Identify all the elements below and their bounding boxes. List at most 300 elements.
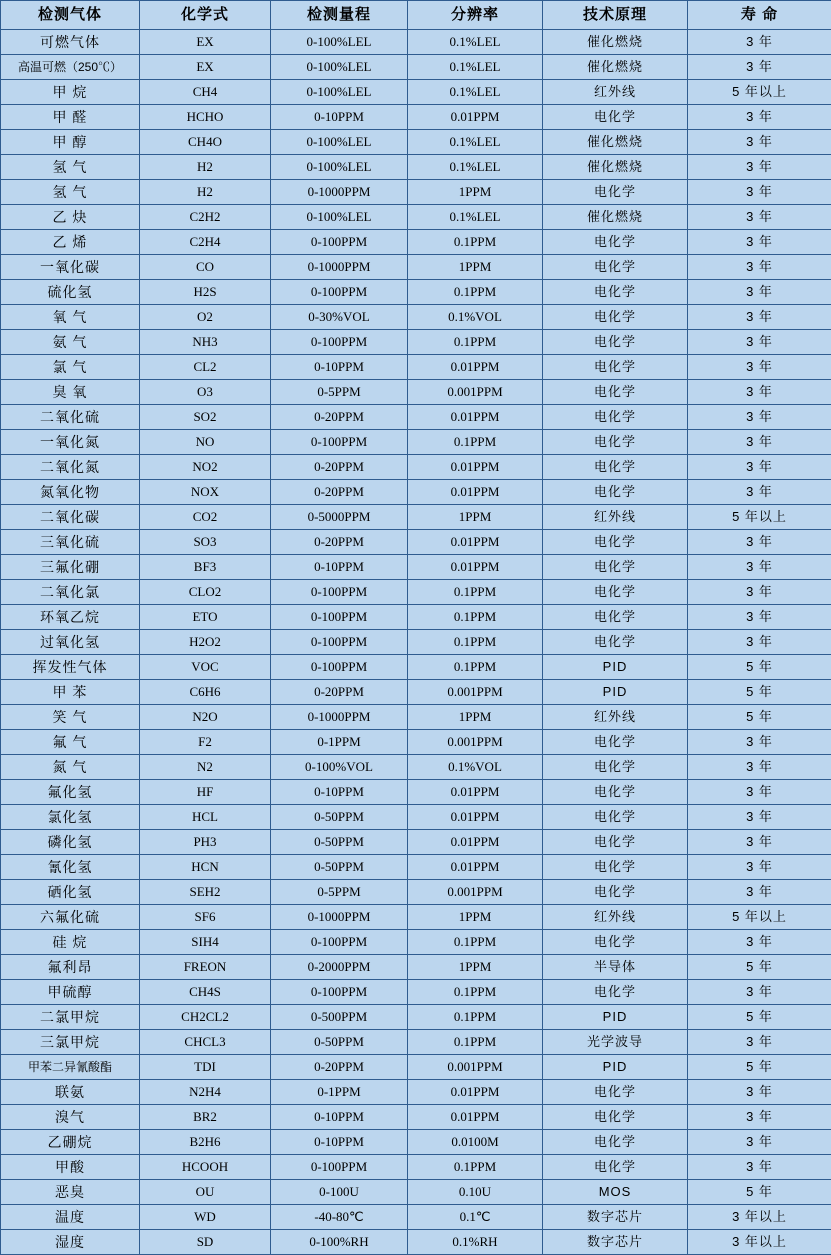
- cell-lifetime: 3 年: [688, 105, 831, 130]
- cell-range: 0-10PPM: [271, 1105, 408, 1130]
- cell-range: -40-80℃: [271, 1205, 408, 1230]
- table-row: [1, 205, 831, 230]
- cell-lifetime: 3 年以上: [688, 1205, 831, 1230]
- cell-lifetime: 3 年: [688, 255, 831, 280]
- cell-formula: HF: [140, 780, 271, 805]
- table-row: [1, 655, 831, 680]
- cell-range: 0-50PPM: [271, 855, 408, 880]
- cell-principle: 电化学: [543, 1080, 688, 1105]
- cell-resolution: 0.1%VOL: [408, 755, 543, 780]
- table-row: [1, 830, 831, 855]
- cell-range: 0-100%LEL: [271, 80, 408, 105]
- table-header-row: [1, 1, 831, 30]
- cell-range: 0-100PPM: [271, 630, 408, 655]
- table-row: [1, 730, 831, 755]
- cell-gas: 乙 炔: [1, 205, 140, 230]
- cell-principle: 数字芯片: [543, 1230, 688, 1255]
- cell-range: 0-100PPM: [271, 230, 408, 255]
- cell-gas: 联氨: [1, 1080, 140, 1105]
- cell-principle: 半导体: [543, 955, 688, 980]
- cell-lifetime: 3 年: [688, 580, 831, 605]
- cell-range: 0-100U: [271, 1180, 408, 1205]
- cell-lifetime: 3 年: [688, 530, 831, 555]
- cell-gas: 甲 苯: [1, 680, 140, 705]
- cell-formula: H2: [140, 180, 271, 205]
- cell-resolution: 0.1℃: [408, 1205, 543, 1230]
- cell-gas: 乙硼烷: [1, 1130, 140, 1155]
- cell-gas: 氟利昂: [1, 955, 140, 980]
- cell-resolution: 0.01PPM: [408, 405, 543, 430]
- table-row: [1, 1155, 831, 1180]
- table-row: [1, 1080, 831, 1105]
- cell-resolution: 0.01PPM: [408, 1080, 543, 1105]
- cell-lifetime: 3 年: [688, 355, 831, 380]
- cell-formula: EX: [140, 55, 271, 80]
- cell-principle: 电化学: [543, 780, 688, 805]
- cell-lifetime: 3 年: [688, 855, 831, 880]
- cell-range: 0-100%VOL: [271, 755, 408, 780]
- cell-range: 0-1000PPM: [271, 180, 408, 205]
- cell-range: 0-5PPM: [271, 880, 408, 905]
- cell-range: 0-100PPM: [271, 580, 408, 605]
- table-row: [1, 605, 831, 630]
- cell-gas: 氧 气: [1, 305, 140, 330]
- cell-gas: 温度: [1, 1205, 140, 1230]
- cell-resolution: 0.01PPM: [408, 530, 543, 555]
- cell-formula: H2: [140, 155, 271, 180]
- table-row: [1, 880, 831, 905]
- cell-principle: MOS: [543, 1180, 688, 1205]
- cell-gas: 可燃气体: [1, 30, 140, 55]
- cell-formula: FREON: [140, 955, 271, 980]
- cell-principle: 红外线: [543, 80, 688, 105]
- cell-formula: SO2: [140, 405, 271, 430]
- table-row: [1, 480, 831, 505]
- cell-gas: 甲 烷: [1, 80, 140, 105]
- cell-formula: HCN: [140, 855, 271, 880]
- cell-principle: 电化学: [543, 255, 688, 280]
- cell-lifetime: 5 年以上: [688, 505, 831, 530]
- cell-gas: 氮氧化物: [1, 480, 140, 505]
- column-header-lifetime: 寿 命: [688, 1, 831, 30]
- table-row: [1, 305, 831, 330]
- cell-resolution: 0.1%LEL: [408, 55, 543, 80]
- cell-lifetime: 3 年: [688, 205, 831, 230]
- cell-lifetime: 3 年: [688, 880, 831, 905]
- cell-formula: SD: [140, 1230, 271, 1255]
- cell-lifetime: 5 年: [688, 1180, 831, 1205]
- table-row: [1, 680, 831, 705]
- cell-lifetime: 3 年: [688, 55, 831, 80]
- cell-lifetime: 3 年: [688, 430, 831, 455]
- cell-formula: NOX: [140, 480, 271, 505]
- cell-formula: CO2: [140, 505, 271, 530]
- cell-formula: CH4O: [140, 130, 271, 155]
- cell-formula: CH2CL2: [140, 1005, 271, 1030]
- cell-resolution: 0.001PPM: [408, 680, 543, 705]
- table-row: [1, 55, 831, 80]
- cell-resolution: 0.1PPM: [408, 1155, 543, 1180]
- cell-principle: 电化学: [543, 855, 688, 880]
- cell-range: 0-50PPM: [271, 805, 408, 830]
- cell-principle: 电化学: [543, 1105, 688, 1130]
- cell-principle: 电化学: [543, 830, 688, 855]
- cell-lifetime: 5 年: [688, 1055, 831, 1080]
- cell-formula: CHCL3: [140, 1030, 271, 1055]
- table-row: [1, 555, 831, 580]
- cell-principle: 催化燃烧: [543, 30, 688, 55]
- cell-resolution: 0.1PPM: [408, 280, 543, 305]
- cell-formula: PH3: [140, 830, 271, 855]
- cell-formula: HCL: [140, 805, 271, 830]
- cell-lifetime: 5 年: [688, 705, 831, 730]
- cell-resolution: 0.1%LEL: [408, 80, 543, 105]
- cell-lifetime: 5 年: [688, 680, 831, 705]
- cell-lifetime: 3 年: [688, 930, 831, 955]
- cell-range: 0-10PPM: [271, 555, 408, 580]
- cell-range: 0-20PPM: [271, 680, 408, 705]
- cell-formula: BR2: [140, 1105, 271, 1130]
- cell-principle: 红外线: [543, 905, 688, 930]
- cell-range: 0-10PPM: [271, 355, 408, 380]
- cell-gas: 高温可燃（250℃）: [1, 55, 140, 80]
- cell-formula: SEH2: [140, 880, 271, 905]
- cell-principle: 电化学: [543, 405, 688, 430]
- cell-range: 0-10PPM: [271, 105, 408, 130]
- cell-resolution: 0.01PPM: [408, 1105, 543, 1130]
- table-row: [1, 1105, 831, 1130]
- cell-lifetime: 3 年: [688, 130, 831, 155]
- cell-lifetime: 3 年: [688, 780, 831, 805]
- cell-resolution: 0.1PPM: [408, 655, 543, 680]
- cell-range: 0-100PPM: [271, 980, 408, 1005]
- table-row: [1, 105, 831, 130]
- cell-resolution: 0.10U: [408, 1180, 543, 1205]
- cell-lifetime: 5 年: [688, 1005, 831, 1030]
- cell-lifetime: 3 年: [688, 830, 831, 855]
- cell-formula: H2S: [140, 280, 271, 305]
- cell-principle: 电化学: [543, 930, 688, 955]
- cell-formula: OU: [140, 1180, 271, 1205]
- cell-gas: 硫化氢: [1, 280, 140, 305]
- table-row: [1, 1030, 831, 1055]
- cell-lifetime: 3 年: [688, 1130, 831, 1155]
- cell-resolution: 0.001PPM: [408, 730, 543, 755]
- cell-gas: 氮 气: [1, 755, 140, 780]
- cell-lifetime: 5 年: [688, 655, 831, 680]
- cell-gas: 氯 气: [1, 355, 140, 380]
- cell-range: 0-30%VOL: [271, 305, 408, 330]
- table-row: [1, 530, 831, 555]
- cell-gas: 硒化氢: [1, 880, 140, 905]
- cell-principle: 电化学: [543, 755, 688, 780]
- cell-range: 0-2000PPM: [271, 955, 408, 980]
- cell-resolution: 1PPM: [408, 955, 543, 980]
- column-header-range: 检测量程: [271, 1, 408, 30]
- cell-lifetime: 3 年: [688, 155, 831, 180]
- cell-resolution: 1PPM: [408, 705, 543, 730]
- cell-resolution: 0.1PPM: [408, 930, 543, 955]
- cell-formula: SIH4: [140, 930, 271, 955]
- cell-gas: 臭 氧: [1, 380, 140, 405]
- cell-formula: N2: [140, 755, 271, 780]
- cell-gas: 二氧化碳: [1, 505, 140, 530]
- cell-principle: 电化学: [543, 1130, 688, 1155]
- table-row: [1, 755, 831, 780]
- cell-range: 0-50PPM: [271, 830, 408, 855]
- cell-lifetime: 3 年: [688, 305, 831, 330]
- cell-resolution: 0.01PPM: [408, 855, 543, 880]
- table-row: [1, 355, 831, 380]
- cell-formula: C2H2: [140, 205, 271, 230]
- table-row: [1, 955, 831, 980]
- cell-resolution: 0.1PPM: [408, 430, 543, 455]
- table-row: [1, 30, 831, 55]
- cell-lifetime: 3 年: [688, 1155, 831, 1180]
- cell-principle: 催化燃烧: [543, 55, 688, 80]
- cell-range: 0-100PPM: [271, 1155, 408, 1180]
- cell-formula: H2O2: [140, 630, 271, 655]
- cell-range: 0-100PPM: [271, 330, 408, 355]
- table-row: [1, 905, 831, 930]
- cell-gas: 氢 气: [1, 155, 140, 180]
- cell-gas: 溴气: [1, 1105, 140, 1130]
- cell-gas: 氨 气: [1, 330, 140, 355]
- cell-gas: 甲硫醇: [1, 980, 140, 1005]
- column-header-gas: 检测气体: [1, 1, 140, 30]
- cell-range: 0-100PPM: [271, 430, 408, 455]
- cell-principle: 电化学: [543, 580, 688, 605]
- cell-lifetime: 3 年: [688, 455, 831, 480]
- cell-resolution: 0.1%LEL: [408, 130, 543, 155]
- cell-resolution: 0.01PPM: [408, 480, 543, 505]
- cell-gas: 恶臭: [1, 1180, 140, 1205]
- table-row: [1, 1055, 831, 1080]
- cell-lifetime: 3 年: [688, 1105, 831, 1130]
- cell-gas: 挥发性气体: [1, 655, 140, 680]
- table-row: [1, 980, 831, 1005]
- table-row: [1, 780, 831, 805]
- cell-resolution: 0.001PPM: [408, 1055, 543, 1080]
- cell-gas: 硅 烷: [1, 930, 140, 955]
- cell-formula: ETO: [140, 605, 271, 630]
- cell-range: 0-20PPM: [271, 405, 408, 430]
- cell-range: 0-100%LEL: [271, 130, 408, 155]
- cell-resolution: 0.1%LEL: [408, 205, 543, 230]
- cell-principle: 电化学: [543, 180, 688, 205]
- cell-range: 0-100%LEL: [271, 30, 408, 55]
- cell-lifetime: 3 年: [688, 180, 831, 205]
- cell-principle: PID: [543, 1055, 688, 1080]
- table-row: [1, 80, 831, 105]
- cell-principle: 电化学: [543, 105, 688, 130]
- cell-gas: 二氯甲烷: [1, 1005, 140, 1030]
- cell-principle: PID: [543, 1005, 688, 1030]
- cell-range: 0-20PPM: [271, 455, 408, 480]
- cell-lifetime: 3 年: [688, 230, 831, 255]
- table-row: [1, 405, 831, 430]
- cell-formula: EX: [140, 30, 271, 55]
- cell-resolution: 0.1PPM: [408, 580, 543, 605]
- table-row: [1, 805, 831, 830]
- cell-range: 0-50PPM: [271, 1030, 408, 1055]
- cell-resolution: 0.01PPM: [408, 805, 543, 830]
- cell-gas: 氟 气: [1, 730, 140, 755]
- cell-resolution: 0.1PPM: [408, 1005, 543, 1030]
- cell-lifetime: 3 年: [688, 405, 831, 430]
- cell-principle: 电化学: [543, 880, 688, 905]
- cell-principle: 电化学: [543, 530, 688, 555]
- cell-principle: 电化学: [543, 1155, 688, 1180]
- cell-principle: 电化学: [543, 305, 688, 330]
- table-body: [1, 30, 831, 1255]
- table-row: [1, 180, 831, 205]
- cell-gas: 甲酸: [1, 1155, 140, 1180]
- table-row: [1, 330, 831, 355]
- cell-resolution: 0.0100M: [408, 1130, 543, 1155]
- cell-lifetime: 3 年: [688, 480, 831, 505]
- cell-resolution: 0.01PPM: [408, 830, 543, 855]
- cell-lifetime: 3 年: [688, 380, 831, 405]
- table-row: [1, 230, 831, 255]
- table-header: [1, 1, 831, 30]
- cell-formula: N2H4: [140, 1080, 271, 1105]
- table-row: [1, 430, 831, 455]
- cell-gas: 湿度: [1, 1230, 140, 1255]
- cell-gas: 二氧化硫: [1, 405, 140, 430]
- cell-formula: HCHO: [140, 105, 271, 130]
- cell-lifetime: 3 年: [688, 1030, 831, 1055]
- table-row: [1, 1180, 831, 1205]
- cell-principle: 电化学: [543, 230, 688, 255]
- cell-lifetime: 3 年: [688, 805, 831, 830]
- cell-range: 0-1PPM: [271, 1080, 408, 1105]
- cell-resolution: 0.01PPM: [408, 780, 543, 805]
- cell-gas: 三氧化硫: [1, 530, 140, 555]
- cell-resolution: 0.1PPM: [408, 980, 543, 1005]
- cell-formula: C6H6: [140, 680, 271, 705]
- cell-lifetime: 5 年: [688, 955, 831, 980]
- table-row: [1, 1005, 831, 1030]
- cell-principle: 红外线: [543, 505, 688, 530]
- table-row: [1, 155, 831, 180]
- cell-formula: N2O: [140, 705, 271, 730]
- cell-formula: CL2: [140, 355, 271, 380]
- cell-gas: 氟化氢: [1, 780, 140, 805]
- cell-gas: 一氧化碳: [1, 255, 140, 280]
- cell-range: 0-100%LEL: [271, 205, 408, 230]
- column-header-resolution: 分辨率: [408, 1, 543, 30]
- cell-formula: VOC: [140, 655, 271, 680]
- cell-principle: 电化学: [543, 605, 688, 630]
- cell-range: 0-1000PPM: [271, 905, 408, 930]
- cell-principle: 电化学: [543, 455, 688, 480]
- cell-range: 0-100PPM: [271, 655, 408, 680]
- table-row: [1, 855, 831, 880]
- cell-lifetime: 3 年: [688, 755, 831, 780]
- cell-principle: PID: [543, 680, 688, 705]
- cell-principle: 电化学: [543, 480, 688, 505]
- cell-gas: 氰化氢: [1, 855, 140, 880]
- cell-formula: CO: [140, 255, 271, 280]
- cell-range: 0-100PPM: [271, 605, 408, 630]
- cell-gas: 甲 醇: [1, 130, 140, 155]
- cell-formula: CLO2: [140, 580, 271, 605]
- table-row: [1, 280, 831, 305]
- cell-gas: 环氧乙烷: [1, 605, 140, 630]
- cell-principle: 电化学: [543, 630, 688, 655]
- table-row: [1, 455, 831, 480]
- table-row: [1, 1205, 831, 1230]
- table-row: [1, 705, 831, 730]
- cell-principle: 催化燃烧: [543, 155, 688, 180]
- cell-principle: 电化学: [543, 805, 688, 830]
- cell-gas: 三氯甲烷: [1, 1030, 140, 1055]
- cell-resolution: 0.1%LEL: [408, 30, 543, 55]
- cell-range: 0-100%RH: [271, 1230, 408, 1255]
- cell-principle: 光学波导: [543, 1030, 688, 1055]
- table-row: [1, 1230, 831, 1255]
- cell-resolution: 0.1%RH: [408, 1230, 543, 1255]
- cell-resolution: 0.1PPM: [408, 230, 543, 255]
- cell-resolution: 0.1PPM: [408, 330, 543, 355]
- cell-lifetime: 3 年: [688, 280, 831, 305]
- cell-lifetime: 5 年以上: [688, 905, 831, 930]
- cell-principle: 数字芯片: [543, 1205, 688, 1230]
- cell-range: 0-1000PPM: [271, 705, 408, 730]
- cell-principle: 电化学: [543, 280, 688, 305]
- table-row: [1, 130, 831, 155]
- cell-formula: HCOOH: [140, 1155, 271, 1180]
- cell-range: 0-10PPM: [271, 780, 408, 805]
- cell-gas: 磷化氢: [1, 830, 140, 855]
- table-row: [1, 380, 831, 405]
- cell-gas: 氯化氢: [1, 805, 140, 830]
- cell-range: 0-5PPM: [271, 380, 408, 405]
- cell-range: 0-5000PPM: [271, 505, 408, 530]
- cell-principle: 电化学: [543, 555, 688, 580]
- cell-gas: 六氟化硫: [1, 905, 140, 930]
- cell-principle: 电化学: [543, 730, 688, 755]
- cell-resolution: 1PPM: [408, 905, 543, 930]
- cell-range: 0-20PPM: [271, 480, 408, 505]
- cell-formula: B2H6: [140, 1130, 271, 1155]
- cell-lifetime: 3 年: [688, 555, 831, 580]
- cell-principle: 催化燃烧: [543, 130, 688, 155]
- cell-resolution: 0.1PPM: [408, 605, 543, 630]
- cell-formula: SO3: [140, 530, 271, 555]
- cell-resolution: 1PPM: [408, 505, 543, 530]
- cell-formula: C2H4: [140, 230, 271, 255]
- cell-principle: 催化燃烧: [543, 205, 688, 230]
- cell-resolution: 0.01PPM: [408, 555, 543, 580]
- column-header-principle: 技术原理: [543, 1, 688, 30]
- cell-resolution: 0.1PPM: [408, 1030, 543, 1055]
- cell-lifetime: 3 年: [688, 30, 831, 55]
- table-row: [1, 930, 831, 955]
- cell-gas: 二氧化氮: [1, 455, 140, 480]
- cell-lifetime: 3 年: [688, 980, 831, 1005]
- cell-formula: NH3: [140, 330, 271, 355]
- table-row: [1, 255, 831, 280]
- cell-lifetime: 3 年以上: [688, 1230, 831, 1255]
- table-row: [1, 630, 831, 655]
- cell-principle: PID: [543, 655, 688, 680]
- cell-principle: 电化学: [543, 980, 688, 1005]
- cell-principle: 电化学: [543, 355, 688, 380]
- cell-gas: 甲 醛: [1, 105, 140, 130]
- cell-formula: O2: [140, 305, 271, 330]
